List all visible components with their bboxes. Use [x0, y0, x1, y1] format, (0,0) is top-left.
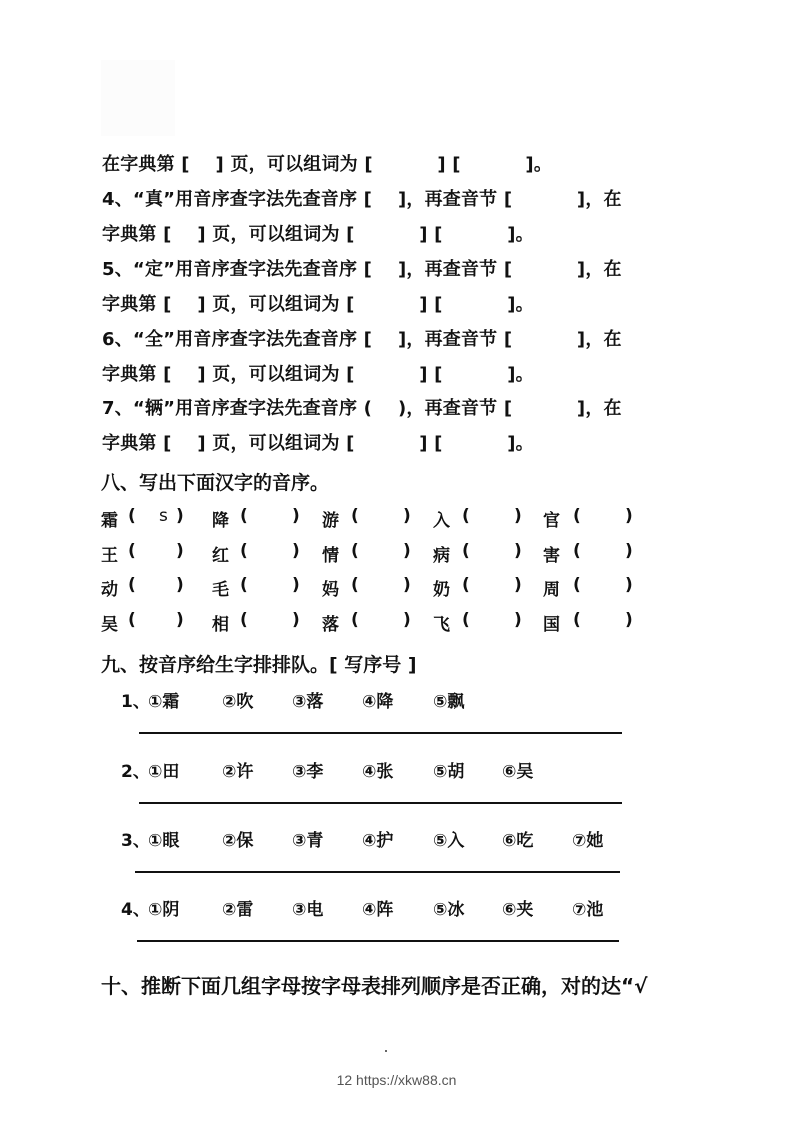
paren-open: ( [351, 610, 359, 630]
paren-open: ( [573, 541, 581, 561]
character-option: ⑦她 [572, 831, 604, 851]
paren-close: ) [292, 506, 300, 526]
question-line: 字典第 [ ] 页，可以组词为 [ ] [ ]。 [102, 433, 534, 454]
question-line: 7、“辆”用音序查字法先查音序 ( )，再查音节 [ ]，在 [102, 398, 622, 419]
char-cell: 霜 [101, 511, 118, 531]
character-option: ③电 [292, 900, 324, 920]
char-cell: 入 [433, 511, 450, 531]
character-option: ①眼 [148, 831, 180, 851]
character-option: ②许 [222, 762, 254, 782]
question-line: 字典第 [ ] 页，可以组词为 [ ] [ ]。 [102, 224, 534, 245]
section-9-title: 九、按音序给生字排排队。[ 写序号 ] [101, 654, 417, 676]
character-option: ②保 [222, 831, 254, 851]
faint-image-placeholder [101, 60, 175, 136]
character-option: ④降 [362, 692, 394, 712]
char-cell: 吴 [101, 615, 118, 635]
paren-open: ( [128, 506, 136, 526]
paren-open: ( [462, 506, 470, 526]
paren-open: ( [573, 506, 581, 526]
paren-close: ) [403, 506, 411, 526]
paren-open: ( [573, 610, 581, 630]
character-option: ⑤入 [433, 831, 465, 851]
char-cell: 相 [212, 615, 229, 635]
paren-open: ( [462, 610, 470, 630]
character-option: ④阵 [362, 900, 394, 920]
paren-open: ( [240, 506, 248, 526]
character-option: ⑤胡 [433, 762, 465, 782]
paren-open: ( [351, 506, 359, 526]
paren-close: ) [292, 610, 300, 630]
group-number: 4、 [121, 900, 150, 920]
paren-open: ( [240, 575, 248, 595]
paren-close: ) [625, 610, 633, 630]
char-cell: 游 [322, 511, 339, 531]
paren-close: ) [514, 541, 522, 561]
question-line: 字典第 [ ] 页，可以组词为 [ ] [ ]。 [102, 364, 534, 385]
paren-open: ( [240, 610, 248, 630]
group-number: 2、 [121, 762, 150, 782]
paren-open: ( [128, 610, 136, 630]
char-cell: 落 [322, 615, 339, 635]
paren-close: ) [292, 541, 300, 561]
char-cell: 妈 [322, 580, 339, 600]
char-cell: 动 [101, 580, 118, 600]
paren-close: ) [403, 575, 411, 595]
paren-close: ) [625, 506, 633, 526]
answer-line[interactable] [135, 871, 620, 873]
character-option: ④张 [362, 762, 394, 782]
character-option: ⑥吃 [502, 831, 534, 851]
paren-close: ) [176, 575, 184, 595]
char-cell: 病 [433, 546, 450, 566]
paren-close: ) [514, 575, 522, 595]
char-cell: 国 [543, 615, 560, 635]
char-cell: 害 [543, 546, 560, 566]
paren-close: ) [176, 610, 184, 630]
character-option: ⑤冰 [433, 900, 465, 920]
paren-close: ) [403, 610, 411, 630]
char-cell: 毛 [212, 580, 229, 600]
paren-open: ( [128, 541, 136, 561]
character-option: ④护 [362, 831, 394, 851]
footer-dot [385, 1050, 387, 1052]
character-option: ②雷 [222, 900, 254, 920]
paren-open: ( [462, 575, 470, 595]
group-number: 3、 [121, 831, 150, 851]
character-option: ⑥夹 [502, 900, 534, 920]
char-cell: 飞 [433, 615, 450, 635]
question-line: 在字典第 [ ] 页，可以组词为 [ ] [ ]。 [102, 154, 553, 175]
answer-field[interactable]: s [159, 506, 168, 526]
question-line: 4、“真”用音序查字法先查音序 [ ]，再查音节 [ ]，在 [102, 189, 622, 210]
char-cell: 官 [543, 511, 560, 531]
paren-close: ) [176, 506, 184, 526]
paren-close: ) [403, 541, 411, 561]
group-number: 1、 [121, 692, 150, 712]
character-option: ①阴 [148, 900, 180, 920]
char-cell: 奶 [433, 580, 450, 600]
paren-open: ( [128, 575, 136, 595]
char-cell: 红 [212, 546, 229, 566]
section-8-title: 八、写出下面汉字的音序。 [101, 472, 330, 494]
character-option: ①田 [148, 762, 180, 782]
paren-open: ( [462, 541, 470, 561]
character-option: ③青 [292, 831, 324, 851]
paren-close: ) [625, 575, 633, 595]
paren-close: ) [514, 610, 522, 630]
character-option: ①霜 [148, 692, 180, 712]
character-option: ⑥吴 [502, 762, 534, 782]
paren-close: ) [625, 541, 633, 561]
question-line: 6、“全”用音序查字法先查音序 [ ]，再查音节 [ ]，在 [102, 329, 622, 350]
character-option: ③落 [292, 692, 324, 712]
answer-line[interactable] [137, 940, 619, 942]
char-cell: 降 [212, 511, 229, 531]
paren-open: ( [240, 541, 248, 561]
character-option: ③李 [292, 762, 324, 782]
paren-close: ) [514, 506, 522, 526]
section-10-title: 十、推断下面几组字母按字母表排列顺序是否正确，对的达“√ [101, 974, 648, 998]
char-cell: 周 [543, 580, 560, 600]
paren-close: ) [292, 575, 300, 595]
character-option: ⑤飘 [433, 692, 465, 712]
character-option: ⑦池 [572, 900, 604, 920]
character-option: ②吹 [222, 692, 254, 712]
char-cell: 王 [101, 546, 118, 566]
paren-open: ( [573, 575, 581, 595]
question-line: 字典第 [ ] 页，可以组词为 [ ] [ ]。 [102, 294, 534, 315]
page-footer: 12 https://xkw88.cn [336, 1072, 457, 1088]
paren-close: ) [176, 541, 184, 561]
paren-open: ( [351, 541, 359, 561]
answer-line[interactable] [139, 732, 622, 734]
paren-open: ( [351, 575, 359, 595]
answer-line[interactable] [139, 802, 622, 804]
char-cell: 情 [322, 546, 339, 566]
question-line: 5、“定”用音序查字法先查音序 [ ]，再查音节 [ ]，在 [102, 259, 622, 280]
